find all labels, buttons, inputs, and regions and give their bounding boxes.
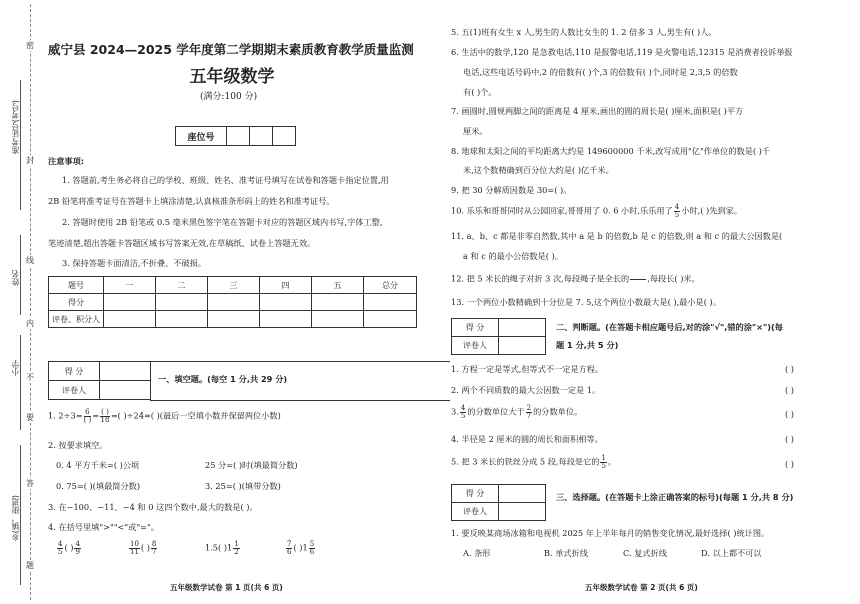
judge-item: 4. 半径是 2 厘米的圆的周长和面积相等。 [451, 434, 603, 444]
section2-title: 二、判断题。(在答题卡相应题号后,对的涂"√",错的涂"×")(每 [556, 322, 783, 332]
compare-pair: $\frac{4}{5}$ ( ) $\frac{4}{9}$ [58, 540, 80, 556]
score-label: 得 分 [452, 319, 499, 337]
judge-item: 2. 两个不同质数的最大公因数一定是 1。 [451, 385, 601, 395]
note-line: 2B 铅笔将准考证号在答题卡上填涂清楚,认真核准条形码上的姓名和准考证号。 [48, 196, 335, 206]
question-12: 12. 把 5 米长的绳子对折 3 次,每段绳子是全长的 ,每段长( )米。 [451, 272, 700, 287]
exam-number-field[interactable] [20, 80, 29, 210]
score-cell[interactable] [104, 311, 156, 328]
section2-title-cont: 题 1 分,共 5 分) [556, 340, 619, 350]
judge-answer[interactable]: ( ) [785, 364, 794, 374]
school-label: 小学 [11, 360, 20, 376]
question-2-item: 25 分=( )时(填最简分数) [205, 460, 298, 470]
grader-label: 评卷人 [452, 337, 499, 355]
score-table-header: 四 [260, 277, 312, 294]
judge-item: 5. 把 3 米长的铁丝分成 5 段,每段是它的 $\frac{1}{5}$ 。 [451, 454, 617, 470]
seat-cell[interactable] [250, 127, 273, 146]
question-2-item: 0. 75=( )(填最简分数) [56, 481, 141, 491]
judge-answer[interactable]: ( ) [785, 409, 794, 419]
name-field[interactable] [20, 235, 29, 315]
score-cell[interactable] [260, 294, 312, 311]
score-table-header: 一 [104, 277, 156, 294]
judge-answer[interactable]: ( ) [785, 385, 794, 395]
question-5: 5. 五(1)班有女生 x 人,男生的人数比女生的 1. 2 倍多 3 人,男生有( )人。 [451, 27, 717, 37]
score-cell[interactable] [208, 294, 260, 311]
binding-strip [0, 0, 38, 604]
question-1: 1. 2÷3= $\frac{6}{( )}$ = $\frac{( )}{18}$ =( )÷24≈( )(最后一空填小数并保留两位小数) [48, 408, 281, 424]
question-2-item: 0. 4 平方千米=( )公顷 [56, 460, 140, 470]
page-footer: 五年级数学试卷 第 1 页(共 6 页) [170, 583, 283, 592]
score-table-header: 三 [208, 277, 260, 294]
note-line: 1. 答题前,考生务必将自己的学校、班级、姓名、准考证号填写在试卷和答题卡指定位置,用 [62, 175, 389, 185]
judge-answer[interactable]: ( ) [785, 459, 794, 469]
question-7: 7. 画圆时,圆规两脚之间的距离是 4 厘米,画出的圆的周长是( )厘米,面积是( )平方 [451, 106, 744, 116]
choice-option[interactable]: D. 以上都不可以 [701, 548, 762, 558]
grader-cell[interactable] [499, 503, 546, 521]
score-cell[interactable] [364, 311, 417, 328]
grader-label: 评卷人 [452, 503, 499, 521]
score-table-header: 二 [156, 277, 208, 294]
score-label: 得 分 [452, 485, 499, 503]
compare-pair: $\frac{10}{11}$ ( ) $\frac{8}{7}$ [130, 540, 157, 556]
score-cell[interactable] [364, 294, 417, 311]
seat-label: 座位号 [176, 127, 227, 146]
score-cell[interactable] [100, 362, 151, 381]
score-table-row-label: 得分 [49, 294, 104, 311]
section3-title: 三、选择题。(在答题卡上涂正确答案的标号)(每题 1 分,共 8 分) [556, 492, 794, 502]
score-table-header: 题号 [49, 277, 104, 294]
score-cell[interactable] [312, 311, 364, 328]
question-11-cont: a 和 c 的最小公倍数是( )。 [463, 251, 563, 261]
cut-mark: 线 [26, 256, 34, 265]
score-cell[interactable] [312, 294, 364, 311]
fraction: $\frac{4}{5}$ [674, 203, 680, 219]
choice-option[interactable]: B. 单式折线 [544, 548, 588, 558]
question-7-cont: 厘米。 [463, 126, 488, 136]
seat-number-box [175, 126, 296, 146]
notes-heading: 注意事项: [48, 156, 85, 166]
choice-option[interactable]: A. 条形 [463, 548, 491, 558]
question-6: 6. 生活中的数学,120 是急救电话,110 是报警电话,119 是火警电话,12315 是消费者投诉举报 [451, 47, 793, 57]
question-11: 11. a、b、c 都是非零自然数,其中 a 是 b 的倍数,b 是 c 的倍数,则 a 和 c 的最大公因数是( [451, 231, 783, 241]
section3-score-box [451, 484, 546, 521]
judge-answer[interactable]: ( ) [785, 434, 794, 444]
grader-cell[interactable] [100, 381, 151, 400]
score-table-row-label: 评卷、积分人 [49, 311, 104, 328]
question-6-cont: 有( )个。 [463, 87, 497, 97]
exam-title: 威宁县 2024—2025 学年度第二学期期末素质教育教学质量监测 [48, 42, 414, 57]
subject-title: 五年级数学 [189, 67, 275, 87]
judge-item: 1. 方程一定是等式,但等式不一定是方程。 [451, 364, 604, 374]
question-4: 4. 在括号里填">""<"或"="。 [48, 522, 159, 532]
score-table [48, 276, 417, 328]
note-line: 3. 保持答题卡面清洁,不折叠、不破损。 [62, 258, 207, 268]
question-6-cont: 电话,这些电话号码中,2 的倍数有( )个,3 的倍数有( )个,同时是 2,3,5 的倍数 [463, 67, 738, 77]
question-3: 3. 在−100、−11、−4 和 0 这四个数中,最大的数是( )。 [48, 502, 258, 512]
score-cell[interactable] [499, 485, 546, 503]
question-9: 9. 把 30 分解质因数是 30=( )。 [451, 185, 572, 195]
score-cell[interactable] [156, 311, 208, 328]
page-footer: 五年级数学试卷 第 2 页(共 6 页) [585, 583, 698, 592]
note-line: 笔迹清楚,超出答题卡答题区域书写答案无效,在草稿纸、试卷上答题无效。 [48, 238, 316, 248]
fraction-blank[interactable] [630, 272, 646, 287]
note-line: 2. 答题时使用 2B 铅笔或 0.5 毫米黑色签字笔在答题卡对应的答题区域内书写,字体工整, [62, 217, 383, 227]
grader-label: 评卷人 [49, 381, 100, 400]
question-10: 10. 乐乐和哥哥同时从公园回家,哥哥用了 0. 6 小时,乐乐用了 $\frac{4}{5}$ 小时,( )先到家。 [451, 203, 742, 219]
score-table-header: 总分 [364, 277, 417, 294]
cut-mark: 内 [26, 319, 34, 328]
cut-mark: 答 [26, 479, 34, 488]
fraction: $\frac{( )}{18}$ [100, 408, 110, 424]
question-2-item: 3. 25=( )(填带分数) [205, 481, 281, 491]
full-score-note: (满分:100 分) [200, 92, 258, 102]
question-8-cont: 米,这个数精确到百分位大约是( )亿千米。 [463, 165, 614, 175]
name-label: 姓名 [11, 270, 20, 286]
grader-cell[interactable] [499, 337, 546, 355]
choice-question-1: 1. 要反映某商场冰箱和电视机 2025 年上半年每月的销售变化情况,最好选择( )统计图。 [451, 528, 770, 538]
section1-title: 一、填空题。(每空 1 分,共 29 分) [158, 374, 288, 384]
section2-score-box [451, 318, 546, 355]
compare-pair: 1.5( )1 $\frac{1}{2}$ [205, 540, 239, 556]
score-cell[interactable] [208, 311, 260, 328]
section1-score-box [48, 361, 151, 400]
score-cell[interactable] [156, 294, 208, 311]
question-13: 13. 一个两位小数精确到十分位是 7. 5,这个两位小数最大是( ),最小是( )。 [451, 297, 721, 307]
seat-cell[interactable] [273, 127, 296, 146]
seat-cell[interactable] [227, 127, 250, 146]
town-label: 乡(镇、街道) [11, 495, 20, 542]
cut-mark: 密 [26, 41, 34, 50]
question-8: 8. 地球和太阳之间的平均距离大约是 149600000 千米,改写成用"亿"作单位的数是( )千 [451, 146, 771, 156]
score-cell[interactable] [104, 294, 156, 311]
exam-number-label: 准考证号(考号) [11, 100, 20, 155]
cut-mark: 封 [26, 156, 34, 165]
question-2: 2. 按要求填空。 [48, 440, 108, 450]
score-label: 得 分 [49, 362, 100, 381]
compare-pair: $\frac{7}{6}$ ( )1 $\frac{5}{6}$ [287, 540, 315, 556]
cut-line [30, 4, 31, 600]
score-cell[interactable] [260, 311, 312, 328]
cut-mark: 题 [26, 561, 34, 570]
judge-item: 3. $\frac{4}{5}$ 的分数单位大于 $\frac{2}{7}$ 的分数单位。 [451, 404, 583, 420]
score-cell[interactable] [499, 319, 546, 337]
cut-mark: 要 [26, 413, 34, 422]
cut-mark: 不 [26, 373, 34, 382]
choice-option[interactable]: C. 复式折线 [623, 548, 667, 558]
score-table-header: 五 [312, 277, 364, 294]
fraction: $\frac{6}{( )}$ [83, 408, 92, 424]
